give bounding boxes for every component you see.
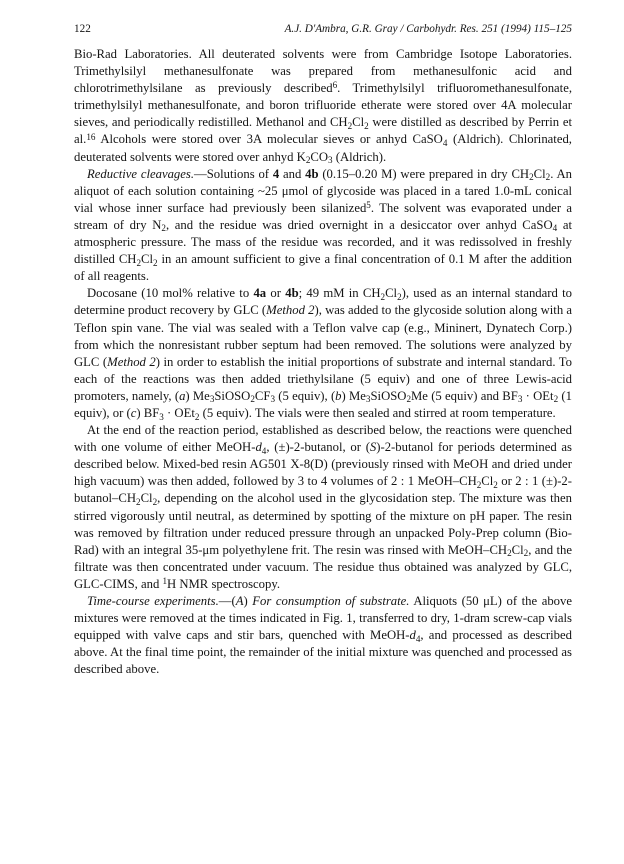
text-b: 4b bbox=[305, 166, 319, 181]
text-sub: 3 bbox=[159, 411, 164, 422]
article-body bbox=[74, 46, 572, 678]
text-i: Method 2 bbox=[266, 303, 315, 318]
text-run: H NMR spectroscopy. bbox=[167, 576, 281, 591]
text-run: ) BF bbox=[136, 405, 160, 420]
text-run: Cl bbox=[385, 286, 398, 301]
text-run: —Solutions of bbox=[194, 166, 273, 181]
text-run: at atmospheric pressure. The mass of the residue was recorded, and it was redissolved in freshly distilled CH bbox=[74, 217, 572, 267]
text-run: Me (5 equiv) and BF bbox=[411, 388, 518, 403]
text-sub: 3 bbox=[270, 394, 275, 405]
text-sub: 2 bbox=[507, 548, 512, 559]
text-run: Cl bbox=[140, 491, 153, 506]
text-run: ) Me bbox=[185, 388, 210, 403]
text-run: and bbox=[279, 166, 306, 181]
text-sub: 2 bbox=[136, 496, 141, 507]
text-run: · OEt bbox=[522, 388, 554, 403]
text-sup: 5 bbox=[366, 200, 371, 211]
text-i: d bbox=[409, 628, 416, 643]
text-run: , and the residue was dried overnight in a desiccator over anhyd CaSO bbox=[165, 217, 553, 232]
paragraph bbox=[74, 46, 572, 166]
text-run: (Aldrich). bbox=[332, 149, 387, 164]
text-run: Aliquots (50 μL) of the above mixtures were removed at the times indicated in Fig. 1, transferred to dry, 1-dram screw-cap vials equipped with valve caps and stir bars, quenched with MeOH- bbox=[74, 594, 572, 643]
text-run: were distilled as described by Perrin et al. bbox=[74, 115, 572, 147]
text-run: SiOSO bbox=[214, 388, 251, 403]
text-i: Method 2 bbox=[107, 354, 156, 369]
paragraph bbox=[74, 422, 572, 593]
text-run: . The solvent was evaporated under a stream of dry N bbox=[74, 200, 572, 232]
text-sup: 6 bbox=[332, 80, 338, 91]
text-sub: 2 bbox=[364, 120, 369, 131]
text-run: —( bbox=[218, 594, 236, 608]
journal-page bbox=[74, 22, 572, 678]
text-run: SiOSO bbox=[370, 388, 407, 403]
text-i: c bbox=[130, 405, 137, 420]
text-i: a bbox=[179, 388, 186, 403]
text-sub: 2 bbox=[152, 496, 158, 507]
text-run: ), used as an internal standard to determine product recovery by GLC ( bbox=[74, 286, 572, 318]
text-i: d bbox=[255, 440, 262, 455]
text-b: 4 bbox=[272, 166, 280, 181]
text-run: Docosane (10 mol% relative to bbox=[87, 286, 254, 301]
text-run: (0.15–0.20 M) were prepared in dry CH bbox=[318, 166, 530, 181]
text-run: ) Me bbox=[341, 388, 366, 403]
text-run: )-2-butanol for periods determined as described below. Mixed-bed resin AG501 X-8(D) (previously rinsed with MeOH and dried under high vacuum) was then added, followed by 3 to 4 volumes of 2 : 1 MeOH–CH bbox=[74, 440, 572, 489]
text-i: Reductive cleavages. bbox=[87, 166, 195, 181]
text-sub: 2 bbox=[380, 291, 386, 302]
text-sub: 2 bbox=[406, 394, 412, 405]
page-header bbox=[74, 22, 572, 36]
text-run: , and the filtrate was then concentrated under vacuum. The residue thus obtained was analyzed by GLC, GLC-CIMS, and bbox=[74, 542, 572, 591]
text-run: ) in order to establish the initial proportions of substrate and internal standard. To each of the reactions was then added triethylsilane (5 equiv) and one of three Lewis-acid promoters, namely, ( bbox=[74, 354, 572, 403]
text-sub: 2 bbox=[493, 479, 498, 490]
text-sub: 4 bbox=[442, 138, 448, 149]
paragraph bbox=[74, 285, 572, 422]
text-run: Cl bbox=[533, 166, 546, 181]
paragraph bbox=[74, 166, 572, 286]
page-number: 122 bbox=[74, 23, 91, 35]
text-sub: 2 bbox=[194, 411, 200, 422]
text-run: or 2 : 1 (±)-2-butanol–CH bbox=[74, 474, 572, 506]
text-run: in an amount sufficient to give a final concentration of 0.1 M after the addition of all reagents. bbox=[74, 252, 572, 284]
text-sub: 2 bbox=[476, 479, 482, 490]
text-sub: 2 bbox=[250, 394, 255, 405]
text-run: Bio-Rad Laboratories. All deuterated solvents were from Cambridge Isotope Laboratories. Trimethylsilyl methanesulfonate was prepared from methanesulfonic acid and chlorotrimethylsilane as previously described bbox=[74, 47, 572, 96]
text-i: Time-course experiments. bbox=[87, 594, 219, 608]
text-i: A bbox=[235, 594, 244, 608]
text-run: Cl bbox=[511, 542, 524, 557]
text-run: ) bbox=[243, 594, 253, 608]
text-run: CO bbox=[310, 149, 329, 164]
text-run: · OEt bbox=[163, 405, 195, 420]
text-run: (5 equiv). The vials were then sealed and stirred at room temperature. bbox=[199, 405, 556, 420]
text-i: For consumption of substrate. bbox=[252, 594, 410, 608]
text-sub: 4 bbox=[261, 445, 267, 456]
text-sub: 3 bbox=[365, 394, 371, 405]
text-run: (5 equiv), ( bbox=[275, 388, 336, 403]
text-sub: 2 bbox=[305, 155, 311, 166]
text-sub: 2 bbox=[136, 257, 142, 268]
text-sub: 4 bbox=[552, 223, 558, 234]
text-sub: 4 bbox=[415, 633, 421, 644]
text-b: 4b bbox=[285, 286, 299, 301]
text-run: (Aldrich). Chlorinated, deuterated solvents were stored over anhyd K bbox=[74, 132, 572, 164]
text-run: , and processed as described above. At the final time point, the remainder of the initial mixture was quenched and processed as described above. bbox=[74, 628, 572, 677]
text-run: . An aliquot of each solution containing ~25 μmol of glycoside was placed in a tared 1.0-mL conical vial whose inner surface had previously been silanized bbox=[74, 166, 572, 215]
text-run: Alcohols were stored over 3A molecular sieves or anhyd CaSO bbox=[95, 132, 443, 147]
text-run: , depending on the alcohol used in the glycosidation step. The mixture was then stirred vigorously until neutral, as determined by spotting of the mixture on pH paper. The resin was removed by filtration under reduced pressure through an unpacked Poly-Prep column (Bio-Rad) with an integral 35-μm polyethylene frit. The resin was rinsed with MeOH–CH bbox=[74, 491, 572, 557]
text-run: (1 equiv), or ( bbox=[74, 388, 572, 420]
text-i: b bbox=[335, 388, 342, 403]
text-sup: 16 bbox=[86, 131, 96, 142]
text-sub: 2 bbox=[161, 223, 166, 234]
running-head: A.J. D'Ambra, G.R. Gray / Carbohydr. Res. 251 (1994) 115–125 bbox=[284, 23, 572, 35]
text-sub: 2 bbox=[347, 120, 353, 131]
text-sub: 2 bbox=[529, 172, 534, 183]
text-sup: 1 bbox=[162, 576, 168, 587]
text-i: S bbox=[369, 440, 377, 455]
text-sub: 2 bbox=[545, 172, 551, 183]
text-run: Cl bbox=[141, 252, 154, 267]
text-sub: 2 bbox=[397, 291, 402, 302]
paragraph bbox=[74, 593, 572, 678]
text-run: At the end of the reaction period, established as described below, the reactions were quenched with one volume of either MeOH- bbox=[74, 423, 572, 455]
text-run: or bbox=[266, 286, 286, 301]
text-run: Cl bbox=[352, 115, 365, 130]
text-sub: 2 bbox=[153, 257, 158, 268]
text-sub: 2 bbox=[523, 548, 529, 559]
text-run: Cl bbox=[481, 474, 494, 489]
text-sub: 2 bbox=[553, 394, 559, 405]
text-b: 4a bbox=[253, 286, 267, 301]
text-run: ), was added to the glycoside solution along with a Teflon spin vane. The vial was sealed with a Teflon valve cap (e.g., Mininert, Dynatech Corp.) from which the nonresistant rubber septum had been removed. The solutions were analyzed by GLC ( bbox=[74, 303, 572, 369]
text-run: . Trimethylsilyl trifluoromethanesulfonate, trimethylsilyl methanesulfonate, and boron trifluoride etherate were stored over 4A molecular sieves, and periodically redistilled. Methanol and CH bbox=[74, 81, 573, 130]
text-run: , (±)-2-butanol, or ( bbox=[266, 440, 370, 455]
text-run: CF bbox=[254, 388, 271, 403]
text-run: ; 49 mM in CH bbox=[298, 286, 381, 301]
text-sub: 3 bbox=[517, 394, 523, 405]
text-sub: 3 bbox=[209, 394, 215, 405]
text-sub: 3 bbox=[328, 155, 333, 166]
